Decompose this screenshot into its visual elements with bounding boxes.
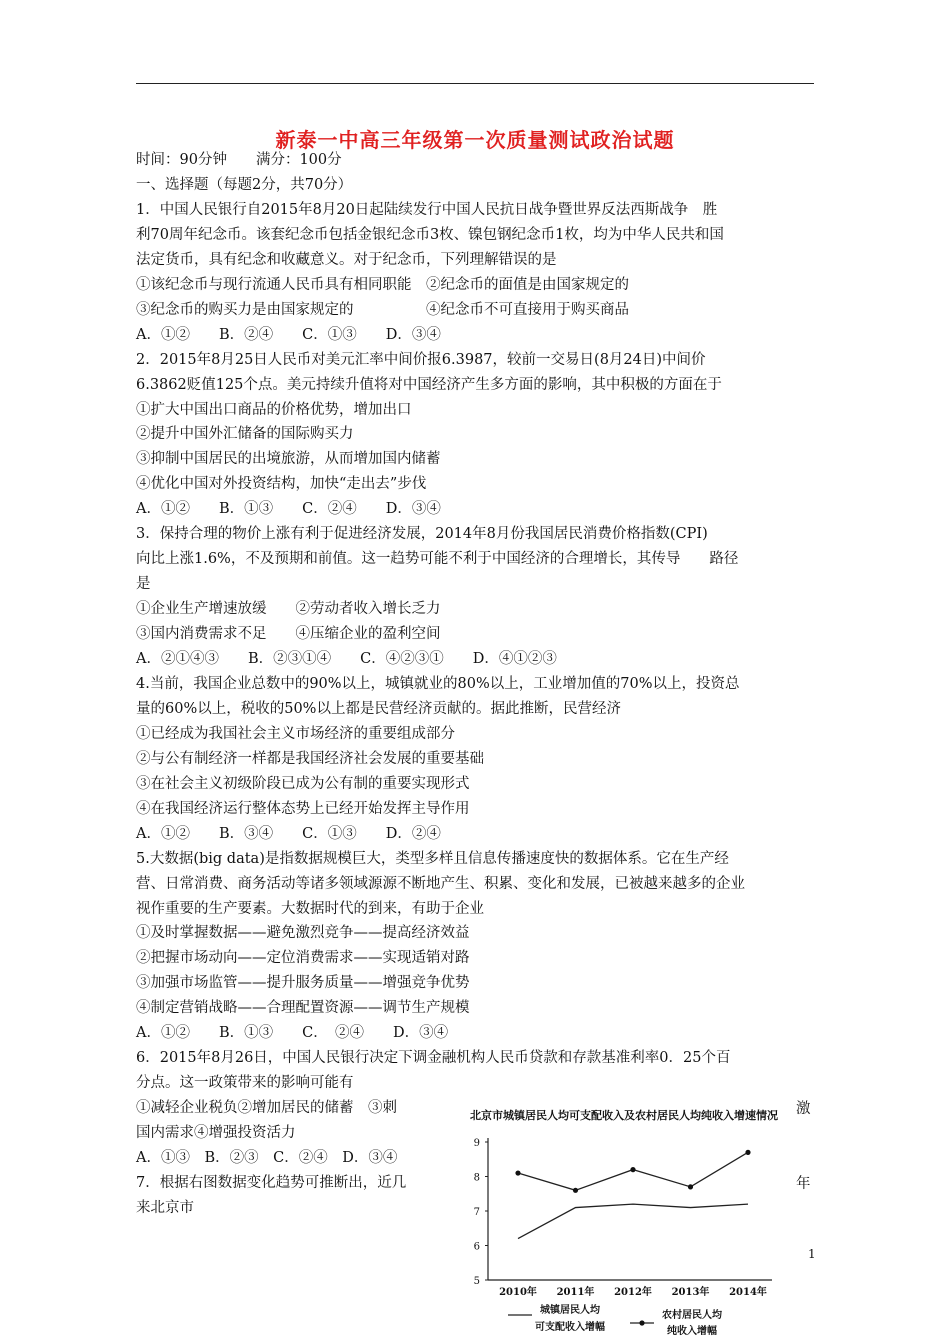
x-tick-label: 2011年 [556,1287,595,1298]
question-line: A．①② B．③④ C．①③ D．②④ [136,825,441,842]
y-tick-label: 7 [473,1207,480,1218]
question-line: 3．保持合理的物价上涨有利于促进经济发展，2014年8月份我国居民消费价格指数(CPI) [136,526,708,543]
section-heading: 一、选择题（每题2分，共70分） [136,176,353,193]
right-fragment-2: 年 [796,1176,811,1192]
legend-marker-rural [639,1320,644,1325]
y-tick-label: 5 [473,1276,480,1287]
question-line: ①企业生产增速放缓 ②劳动者收入增长乏力 [136,601,441,618]
question-line: 视作重要的生产要素。大数据时代的到来，有助于企业 [136,900,484,917]
page-number: 1 [808,1247,816,1261]
question-line: ④优化中国对外投资结构，加快“走出去”步伐 [136,476,427,493]
question-line: 5.大数据(big data)是指数据规模巨大，类型多样且信息传播速度快的数据体系。它在生产经 [136,850,729,867]
chart-title: 北京市城镇居民人均可支配收入及农村居民人均纯收入增速情况 [470,1109,778,1122]
question-line: 4.当前，我国企业总数中的90%以上，城镇就业的80%以上，工业增加值的70%以上，投资总 [136,675,740,692]
question-line: ①该纪念币与现行流通人民币具有相同职能 ②纪念币的面值是由国家规定的 [136,276,629,293]
question-line: 是 [136,576,151,593]
question-line: ①扩大中国出口商品的价格优势，增加出口 [136,401,412,418]
question-line: ③加强市场监管——提升服务质量——增强竞争优势 [136,975,470,992]
exam-meta: 时间：90分钟 满分：100分 [136,152,342,168]
y-tick-label: 8 [473,1172,480,1184]
question-line: A．①② B．①③ C． ②④ D．③④ [136,1025,449,1042]
question-line: ②提升中国外汇储备的国际购买力 [136,426,354,443]
legend-label-urban: 城镇居民人均 [540,1305,600,1316]
x-tick-label: 2014年 [729,1287,767,1298]
question-line: 国内需求④增强投资活力 [136,1125,296,1142]
series-point [515,1170,520,1175]
question-line: A．①② B．②④ C．①③ D．③④ [136,326,441,343]
y-tick-label: 6 [473,1241,480,1253]
right-fragment-1: 激 [796,1101,811,1117]
income-growth-chart [470,1130,790,1344]
exam-title: 新泰一中高三年级第一次质量测试政治试题 [275,128,675,152]
x-tick-label: 2010年 [499,1287,537,1298]
question-line: 6.3862贬值125个点。美元持续升值将对中国经济产生多方面的影响，其中积极的方面在于 [136,376,722,393]
question-line: ②把握市场动向——定位消费需求——实现适销对路 [136,950,470,967]
question-line: ②与公有制经济一样都是我国经济社会发展的重要基础 [136,750,484,767]
question-line: 营、日常消费、商务活动等诸多领域源源不断地产生、积累、变化和发展，已被越来越多的企业 [136,875,745,892]
legend-label-rural: 纯收入增幅 [667,1326,717,1337]
question-line: ③抑制中国居民的出境旅游，从而增加国内储蓄 [136,451,441,468]
legend-label-rural: 农村居民人均 [662,1310,722,1321]
question-line: ③国内消费需求不足 ④压缩企业的盈利空间 [136,626,441,643]
question-line: ①减轻企业税负②增加居民的储蓄 ③刺 [136,1100,397,1117]
question-line: 向比上涨1.6%，不及预期和前值。这一趋势可能不利于中国经济的合理增长，其传导 路径 [136,551,739,568]
series-point [573,1188,578,1193]
legend-label-urban: 可支配收入增幅 [535,1322,605,1333]
series-line-0 [518,1204,748,1239]
x-tick-label: 2012年 [614,1287,652,1298]
x-tick-label: 2013年 [671,1287,710,1298]
question-line: ①及时掌握数据——避免激烈竞争——提高经济效益 [136,925,470,942]
question-line: ④制定营销战略——合理配置资源——调节生产规模 [136,1000,470,1017]
header-rule [136,83,814,84]
question-line: 量的60%以上，税收的50%以上都是民营经济贡献的。据此推断，民营经济 [136,700,621,717]
series-point [630,1167,635,1172]
question-line: ①已经成为我国社会主义市场经济的重要组成部分 [136,725,455,742]
question-line: A．①② B．①③ C．②④ D．③④ [136,501,441,518]
question-line: 2．2015年8月25日人民币对美元汇率中间价报6.3987，较前一交易日(8月24日)中间价 [136,351,706,368]
question-line: 7．根据右图数据变化趋势可推断出，近几 [136,1174,407,1191]
question-line: 利70周年纪念币。该套纪念币包括金银纪念币3枚、镍包钢纪念币1枚，均为中华人民共和国 [136,226,724,243]
question-line: 6．2015年8月26日，中国人民银行决定下调金融机构人民币贷款和存款基准利率0．25个百 [136,1050,731,1067]
question-line: 1．中国人民银行自2015年8月20日起陆续发行中国人民抗日战争暨世界反法西斯战争 胜 [136,201,718,218]
question-line: A．①③ B．②③ C．②④ D．③④ [136,1150,398,1166]
question-line: 分点。这一政策带来的影响可能有 [136,1075,354,1092]
question-line: A．②①④③ B．②③①④ C．④②③① D．④①②③ [136,651,557,667]
question-line: 来北京市 [136,1199,194,1216]
question-line: ③在社会主义初级阶段已成为公有制的重要实现形式 [136,775,470,792]
y-tick-label: 9 [473,1138,480,1149]
question-line: ③纪念币的购买力是由国家规定的 ④纪念币不可直接用于购买商品 [136,301,629,318]
series-point [745,1150,750,1155]
question-line: ④在我国经济运行整体态势上已经开始发挥主导作用 [136,800,470,817]
series-point [688,1184,693,1189]
question-line: 法定货币，具有纪念和收藏意义。对于纪念币，下列理解错误的是 [136,251,557,268]
